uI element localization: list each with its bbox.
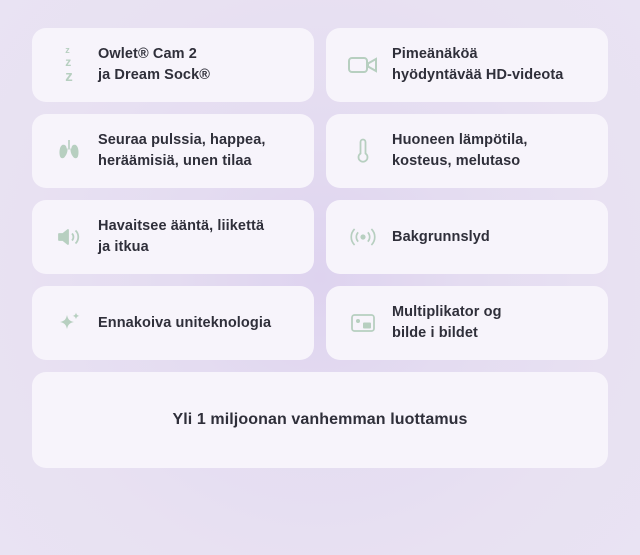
feature-card-picture-in-picture[interactable] bbox=[326, 286, 608, 360]
feature-card-label: Huoneen lämpötila, kosteus, melutaso bbox=[392, 132, 528, 169]
signal-waves-icon bbox=[344, 218, 382, 256]
feature-card-label: Seuraa pulssia, happea, heräämisiä, unen tilaa bbox=[98, 132, 266, 169]
feature-card-sound-detection[interactable] bbox=[32, 200, 314, 274]
feature-card-predictive-sleep[interactable] bbox=[32, 286, 314, 360]
trust-banner bbox=[32, 372, 608, 468]
picture-in-picture-icon bbox=[344, 304, 382, 342]
feature-card-vitals[interactable] bbox=[32, 114, 314, 188]
feature-card-room-conditions[interactable] bbox=[326, 114, 608, 188]
video-camera-icon bbox=[344, 46, 382, 84]
speaker-sound-icon bbox=[50, 218, 88, 256]
feature-card-background-sound[interactable] bbox=[326, 200, 608, 274]
feature-card-label: Ennakoiva uniteknologia bbox=[98, 314, 272, 331]
feature-card-owlet-cam[interactable] bbox=[32, 28, 314, 102]
feature-card-label: Multiplikator og bilde i bildet bbox=[392, 304, 502, 341]
sleep-zzz-icon: z z z bbox=[65, 45, 73, 85]
feature-card-label: Owlet® Cam 2 ja Dream Sock® bbox=[98, 46, 211, 83]
feature-card-label: Bakgrunnslyd bbox=[392, 228, 490, 245]
trust-banner-label: Yli 1 miljoonan vanhemman luottamus bbox=[172, 411, 468, 428]
feature-card-label: Havaitsee ääntä, liikettä ja itkua bbox=[98, 218, 265, 255]
thermometer-icon bbox=[344, 132, 382, 170]
sparkles-icon bbox=[50, 304, 88, 342]
lungs-icon bbox=[50, 132, 88, 170]
feature-card-grid bbox=[32, 28, 608, 360]
feature-card-label: Pimeänäköä hyödyntävää HD-videota bbox=[392, 46, 564, 83]
feature-card-night-vision[interactable] bbox=[326, 28, 608, 102]
